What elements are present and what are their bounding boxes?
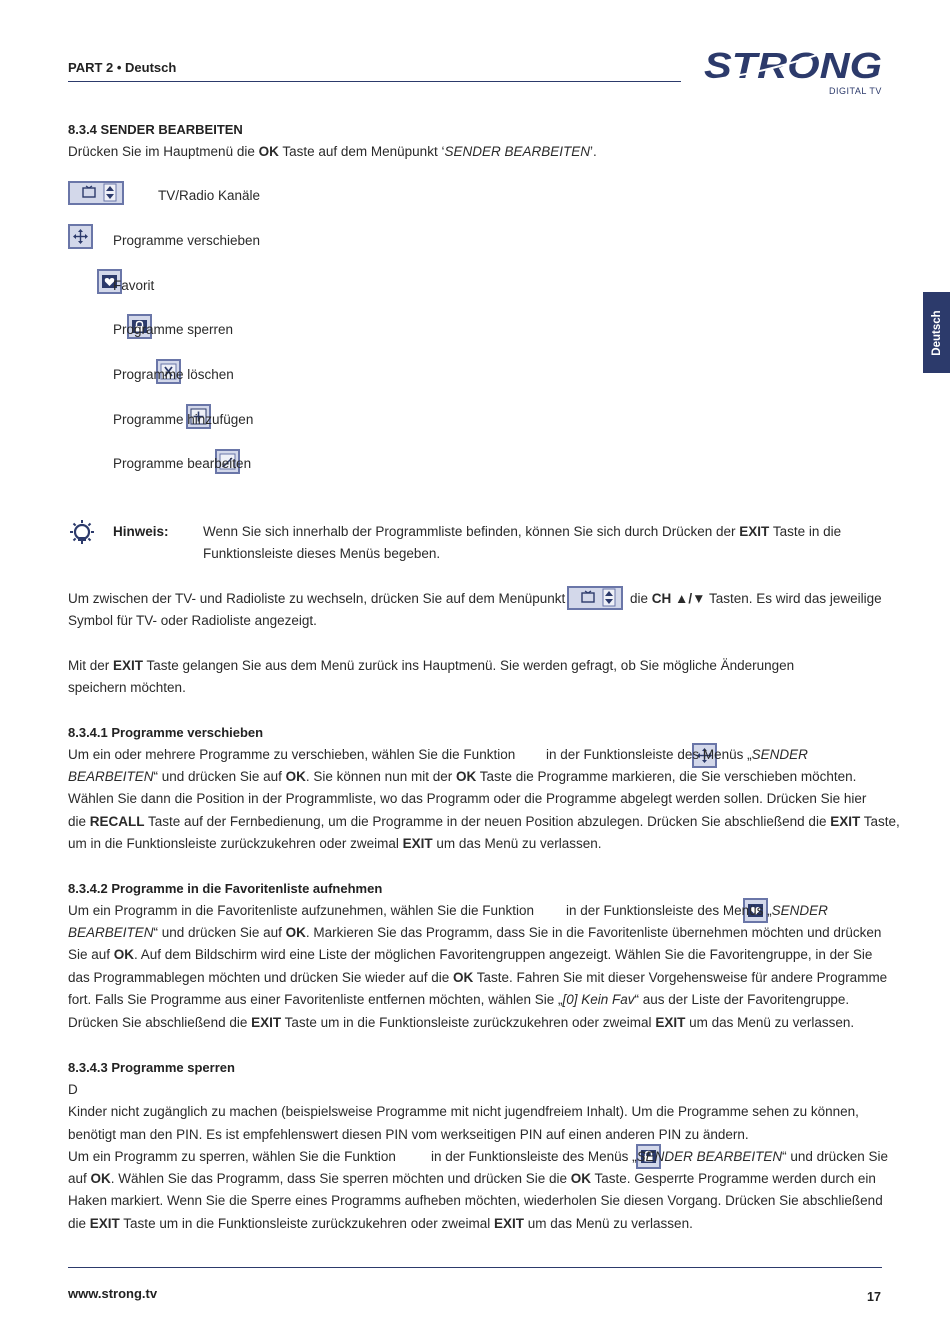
sub2-body: BEARBEITEN“ und drücken Sie auf OK. Markieren Sie das Programm, dass Sie in die Favoritenliste übernehmen möchten und drücken Sie auf OK. Auf dem Bildschirm wird eine Liste der möglichen Favoritengruppen angezeigt. Wählen Sie die Favoritengruppe, in der Sie das Programmablegen möchten und drücken Sie wieder auf die OK Taste. Fahren Sie mit dieser Vorgehensweise für andere Programme fort. Falls Sie Programme aus einer Favoritenliste entfernen möchten, wählen Sie „[0] Kein Fav“ aus der Liste der Favoritengruppe. Drücken Sie abschließend die EXIT Taste um in die Funktionsleiste zurückzukehren oder zweimal EXIT um das Menü zu verlassen. <box>68 925 888 1030</box>
sub1-title: 8.3.4.1 Programme verschieben <box>68 725 264 740</box>
sub3-body-b: auf OK. Wählen Sie das Programm, dass Sie sperren möchten und drücken Sie die OK Taste. Gesperrte Programme werden durch ein Haken markiert. Wenn Sie die Sperre eines Programms aufheben möchten, wiederholen Sie diesen Vorgang. Drücken Sie abschließend die EXIT Taste um in die Funktionsleiste zurückzukehren oder zweimal EXIT um das Menü zu verlassen. <box>68 1171 883 1231</box>
sub1-line1b: in der Funktionsleiste des Menüs „SENDER <box>546 747 808 762</box>
sub2-line1a: Um ein Programm in die Favoritenliste aufzunehmen, wählen Sie die Funktion <box>68 903 534 918</box>
sub2-title: 8.3.4.2 Programme in die Favoritenliste aufnehmen <box>68 881 383 896</box>
sub3-title: 8.3.4.3 Programme sperren <box>68 1060 235 1075</box>
exit-paragraph: Mit der EXIT Taste gelangen Sie aus dem Menü zurück ins Hauptmenü. Sie werden gefragt, ob Sie mögliche Änderungen speichern möchten. <box>68 658 795 696</box>
footer-url-link[interactable]: www.strong.tv <box>68 1286 158 1301</box>
function-label-add: Programme hinzufügen <box>113 412 254 427</box>
sub1-line1a: Um ein oder mehrere Programme zu verschieben, wählen Sie die Funktion <box>68 747 516 762</box>
sub1-body: BEARBEITEN“ und drücken Sie auf OK. Sie können nun mit der OK Taste die Programme markieren, die Sie verschieben möchten. Wählen Sie dann die Position in der Programmliste, wo das Programm oder die Programme abgelegt werden sollen. Drücken Sie hier die RECALL Taste auf der Fernbedienung, um die Programme in der neuen Position abzulegen. Drücken Sie abschließend die EXIT Taste, um in die Funktionsleiste zurückzukehren oder zweimal EXIT um das Menü zu verlassen. <box>68 769 900 852</box>
header-rule <box>68 81 681 82</box>
note-label: Hinweis: <box>113 524 169 539</box>
section-intro: Drücken Sie im Hauptmenü die OK Taste auf dem Menüpunkt ‘SENDER BEARBEITEN’. <box>68 144 597 159</box>
note-icon <box>68 518 96 546</box>
language-side-tab <box>923 292 950 373</box>
function-label-move: Programme verschieben <box>113 233 261 248</box>
footer-rule <box>68 1267 882 1268</box>
move-icon <box>68 224 93 249</box>
sub2-line1b: in der Funktionsleiste des Menüs „SENDER <box>566 903 828 918</box>
switch-paragraph-line2: Symbol für TV- oder Radioliste angezeigt. <box>68 613 317 628</box>
sub3-body-a: D Kinder nicht zugänglich zu machen (beispielsweise Programme mit nicht jugendfreiem Inhalt). Um die Programme sehen zu können, benötigt man den PIN. Es ist empfehlenswert diesen PIN vom werkseitigen PIN auf einen anderen PIN zu ändern. <box>68 1082 859 1142</box>
svg-text:STRONG: STRONG <box>704 45 882 86</box>
side-tab-label: Deutsch <box>930 309 943 356</box>
sub3-line4a: Um ein Programm zu sperren, wählen Sie die Funktion <box>68 1149 396 1164</box>
switch-paragraph-line1a: Um zwischen der TV- und Radioliste zu wechseln, drücken Sie auf dem Menüpunkt <box>68 591 566 606</box>
section-title: 8.3.4 SENDER BEARBEITEN <box>68 122 243 137</box>
header-part-label: PART 2 • Deutsch <box>68 60 177 75</box>
logo-subtitle: DIGITAL TV <box>829 86 882 96</box>
function-label-lock: Programme sperren <box>113 322 234 337</box>
function-label-delete: Programme löschen <box>113 367 234 382</box>
page-number: 17 <box>867 1290 881 1304</box>
tv-radio-inline-icon <box>567 586 623 610</box>
function-label-tv-radio: TV/Radio Kanäle <box>158 188 261 203</box>
note-text: Wenn Sie sich innerhalb der Programmliste befinden, können Sie sich durch Drücken der EXIT Taste in die Funktionsleiste dieses Menüs begeben. <box>203 524 842 562</box>
sub3-line4b: in der Funktionsleiste des Menüs „SENDER BEARBEITEN“ und drücken Sie <box>431 1149 888 1164</box>
tv-radio-icon <box>68 181 124 205</box>
switch-paragraph-line1b: die CH ▲/▼ Tasten. Es wird das jeweilige <box>630 591 882 606</box>
function-label-edit: Programme bearbeiten <box>113 456 252 471</box>
function-label-favorite: Favorit <box>113 278 155 293</box>
